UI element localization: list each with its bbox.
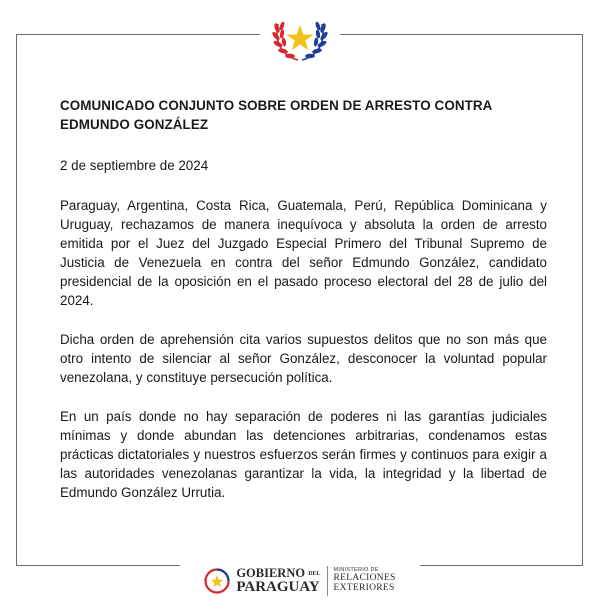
ministry-wordmark bbox=[334, 568, 396, 594]
paragraph-1: Paraguay, Argentina, Costa Rica, Guatemala, Perú, República Dominicana y Uruguay, rechazamos de manera inequívoca y absoluta la orden de arresto emitida por el Juez del Juzgado Especial Primero del Tribunal Supremo de Justicia de Venezuela en contra del señor Edmundo González, candidato presidencial de la oposición en el pasado proceso electoral del 28 de julio del 2024. bbox=[60, 198, 547, 308]
relaciones-label: RELACIONES bbox=[333, 572, 396, 583]
document-title: COMUNICADO CONJUNTO SOBRE ORDEN DE ARRESTO CONTRA EDMUNDO GONZÁLEZ bbox=[60, 98, 492, 132]
paragraph-2: Dicha orden de aprehensión cita varios supuestos delitos que no son más que otro intento de silenciar al señor González, desconocer la voluntad popular venezolana, y constituye persecución política. bbox=[60, 332, 547, 385]
ministerio-de-label: MINISTERIO DE bbox=[333, 567, 379, 574]
footer-logo bbox=[180, 557, 420, 605]
header-seal bbox=[260, 4, 340, 74]
document-body bbox=[60, 96, 547, 522]
government-wordmark bbox=[236, 567, 320, 595]
paraguay-coat-of-arms-icon bbox=[268, 8, 332, 70]
paragraph-3: En un país donde no hay separación de poderes ni las garantías judiciales mínimas y donde abundan las detenciones arbitrarias, condenamos estas prácticas dictatoriales y nuestros esfuerzos serán firmes y continuos para exigir a las autoridades venezolanas garantizar la vida, la integridad y la libertad de Edmundo González Urrutia. bbox=[60, 409, 547, 500]
paraguay-label: PARAGUAY bbox=[236, 578, 320, 595]
del-label: DEL bbox=[308, 571, 321, 578]
footer-divider bbox=[327, 566, 328, 596]
gobierno-label: GOBIERNO bbox=[236, 566, 306, 581]
document-date: 2 de septiembre de 2024 bbox=[60, 158, 209, 173]
paraguay-government-logo-icon bbox=[204, 568, 230, 594]
exteriores-label: EXTERIORES bbox=[333, 582, 395, 593]
